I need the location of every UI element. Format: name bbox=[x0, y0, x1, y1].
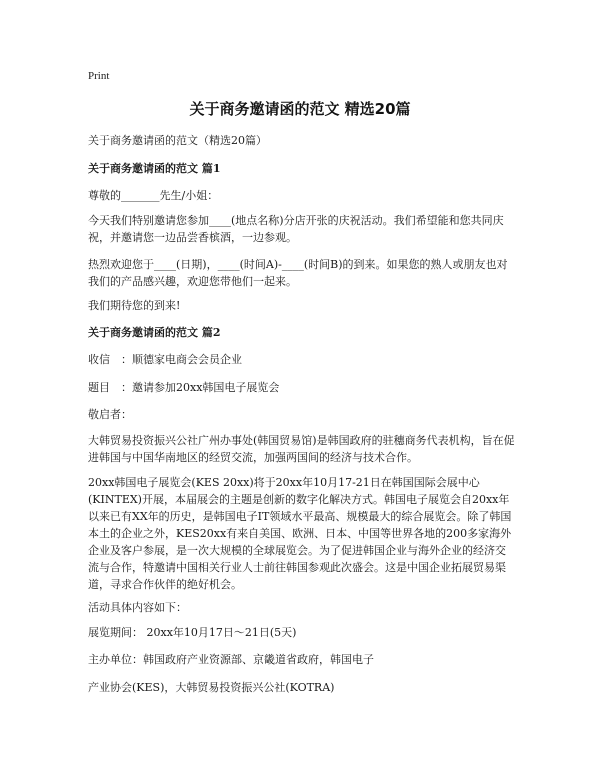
section2-paragraph-1: 大韩贸易投资振兴公社广州办事处(韩国贸易馆)是韩国政府的驻穗商务代表机构，旨在促进韩国与中国华南地区的经贸交流，加强两国间的经济与技术合作。 bbox=[88, 434, 515, 464]
section2-recipient: 收信 ：顺德家电商会会员企业 bbox=[88, 353, 242, 366]
section1-paragraph-3: 我们期待您的到来! bbox=[88, 299, 181, 312]
section2-salutation: 敬启者： bbox=[88, 408, 132, 421]
subtitle: 关于商务邀请函的范文（精选20篇） bbox=[88, 134, 267, 147]
page-title: 关于商务邀请函的范文 精选20篇 bbox=[189, 100, 411, 118]
section2-heading: 关于商务邀请函的范文 篇2 bbox=[88, 326, 221, 339]
section2-period: 展览期间： 20xx年10月17日～21日(5天) bbox=[88, 626, 297, 639]
print-link[interactable]: Print bbox=[88, 70, 110, 82]
section1-paragraph-2: 热烈欢迎您于____(日期)，____(时间A)-____(时间B)的到来。如果您的熟人或朋友也对我们的产品感兴趣，欢迎您带他们一起来。 bbox=[88, 258, 508, 288]
section1-greeting: 尊敬的_______先生/小姐： bbox=[88, 189, 219, 202]
section1-paragraph-1: 今天我们特别邀请您参加____(地点名称)分店开张的庆祝活动。我们希望能和您共同庆祝，并邀请您一边品尝香槟酒，一边参观。 bbox=[88, 214, 504, 244]
section2-subject: 题目 ：邀请参加20xx韩国电子展览会 bbox=[88, 381, 280, 394]
section2-organizer: 主办单位：韩国政府产业资源部、京畿道省政府，韩国电子 bbox=[88, 653, 374, 666]
section1-heading: 关于商务邀请函的范文 篇1 bbox=[88, 162, 221, 175]
section2-paragraph-2: 20xx韩国电子展览会(KES 20xx)将于20xx年10月17-21日在韩国国际会展中心(KINTEX)开展，本届展会的主题是创新的数字化解决方式。韩国电子展览会自20xx年以来已有XX年的历史，是韩国电子IT领域水平最高、规模最大的综合展览会。除了韩国本土的企业之外，KES20xx有来自美国、欧洲、日本、中国等世界各地的200多家海外企业及客户参展，是一次大规模的全球展览会。为了促进韩国企业与海外企业的经济交流与合作，特邀请中国相关行业人士前往韩国参观此次盛会。这是中国企业拓展贸易渠道，寻求合作伙伴的绝好机会。 bbox=[88, 476, 512, 591]
section2-organizer-cont: 产业协会(KES)，大韩贸易投资振兴公社(KOTRA) bbox=[88, 681, 335, 694]
section2-details-intro: 活动具体内容如下： bbox=[88, 601, 187, 614]
